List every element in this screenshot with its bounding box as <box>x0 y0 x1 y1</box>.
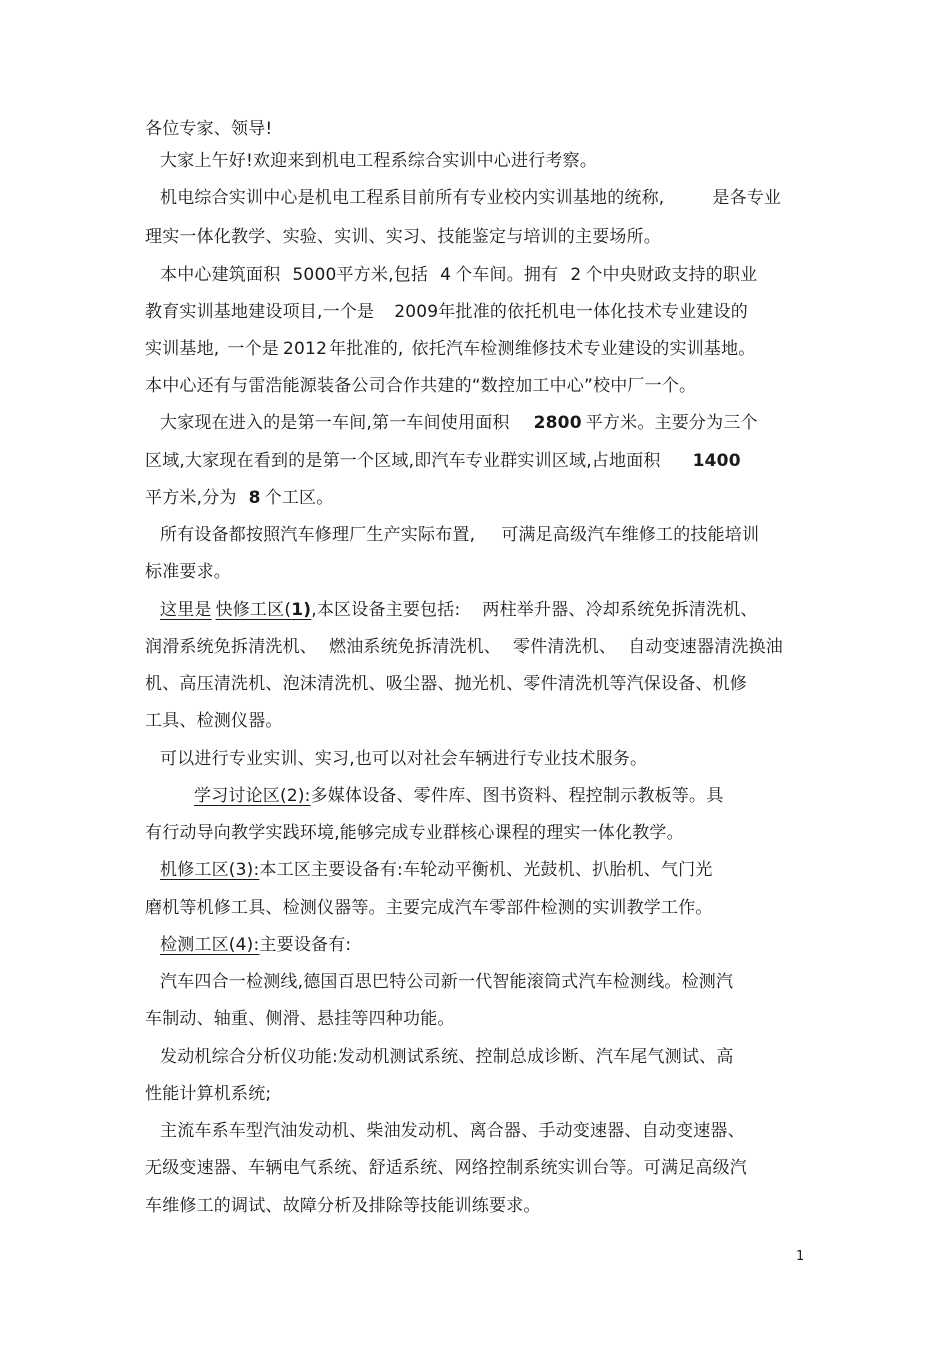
greeting-line: 各位专家、领导! <box>145 119 273 139</box>
paragraph-line: 区域,大家现在看到的是第一个区域,即汽车专业群实训区域,占地面积 1400 <box>145 451 741 471</box>
paragraph-line: 汽车四合一检测线,德国百思巴特公司新一代智能滚筒式汽车检测线。检测汽 <box>160 972 734 992</box>
paragraph-line: 实训基地, 一个是 2012 年批准的, 依托汽车检测维修技术专业建设的实训基地。 <box>145 339 756 359</box>
paragraph-line: 机、高压清洗机、泡沫清洗机、吸尘器、抛光机、零件清洗机等汽保设备、机修 <box>145 674 747 694</box>
paragraph-line: 车维修工的调试、故障分析及排除等技能训练要求。 <box>145 1196 541 1216</box>
paragraph-line: 车制动、轴重、侧滑、悬挂等四种功能。 <box>145 1009 455 1029</box>
paragraph-line: 无级变速器、车辆电气系统、舒适系统、网络控制系统实训台等。可满足高级汽 <box>145 1158 747 1178</box>
paragraph-line: 性能计算机系统; <box>145 1084 272 1104</box>
paragraph-line: 主流车系车型汽油发动机、柴油发动机、离合器、手动变速器、自动变速器、 <box>160 1121 745 1141</box>
paragraph-line: 教育实训基地建设项目,一个是 2009年批准的依托机电一体化技术专业建设的 <box>145 302 748 322</box>
machine-repair-line: 机修工区(3):本工区主要设备有:车轮动平衡机、光鼓机、扒胎机、气门光 <box>160 860 713 880</box>
paragraph-line: 大家现在进入的是第一车间,第一车间使用面积 2800 平方米。主要分为三个 <box>160 413 758 433</box>
paragraph-line: 润滑系统免拆清洗机、 燃油系统免拆清洗机、 零件清洗机、 自动变速器清洗换油 <box>145 637 784 657</box>
paragraph-line: 平方米,分为 8 个工区。 <box>145 488 334 508</box>
paragraph-line: 理实一体化教学、实验、实训、实习、技能鉴定与培训的主要场所。 <box>145 227 661 247</box>
paragraph-line: 可以进行专业实训、实习,也可以对社会车辆进行专业技术服务。 <box>160 749 648 769</box>
paragraph-line: 发动机综合分析仪功能:发动机测试系统、控制总成诊断、汽车尾气测试、高 <box>160 1047 734 1067</box>
paragraph-line: 机电综合实训中心是机电工程系目前所有专业校内实训基地的统称, 是各专业 <box>160 188 782 208</box>
paragraph-line: 所有设备都按照汽车修理厂生产实际布置, 可满足高级汽车维修工的技能培训 <box>160 525 760 545</box>
paragraph-line: 工具、检测仪器。 <box>145 711 283 731</box>
paragraph-line: 标准要求。 <box>145 562 231 582</box>
paragraph-line: 磨机等机修工具、检测仪器等。主要完成汽车零部件检测的实训教学工作。 <box>145 898 713 918</box>
inspection-area-line: 检测工区(4):主要设备有: <box>160 935 352 955</box>
page-number: 1 <box>796 1249 805 1264</box>
paragraph-line: 有行动导向教学实践环境,能够完成专业群核心课程的理实一体化教学。 <box>145 823 684 843</box>
study-area-line: 学习讨论区(2):多媒体设备、零件库、图书资料、程控制示教板等。具 <box>194 786 724 806</box>
quick-repair-line: 这里是 快修工区(1),本区设备主要包括: 两柱举升器、冷却系统免拆清洗机、 <box>160 600 758 620</box>
paragraph-line: 本中心建筑面积 5000平方米,包括 4 个车间。拥有 2 个中央财政支持的职业 <box>160 265 758 285</box>
welcome-line: 大家上午好!欢迎来到机电工程系综合实训中心进行考察。 <box>160 151 598 171</box>
paragraph-line: 本中心还有与雷浩能源装备公司合作共建的“数控加工中心”校中厂一个。 <box>145 376 697 396</box>
